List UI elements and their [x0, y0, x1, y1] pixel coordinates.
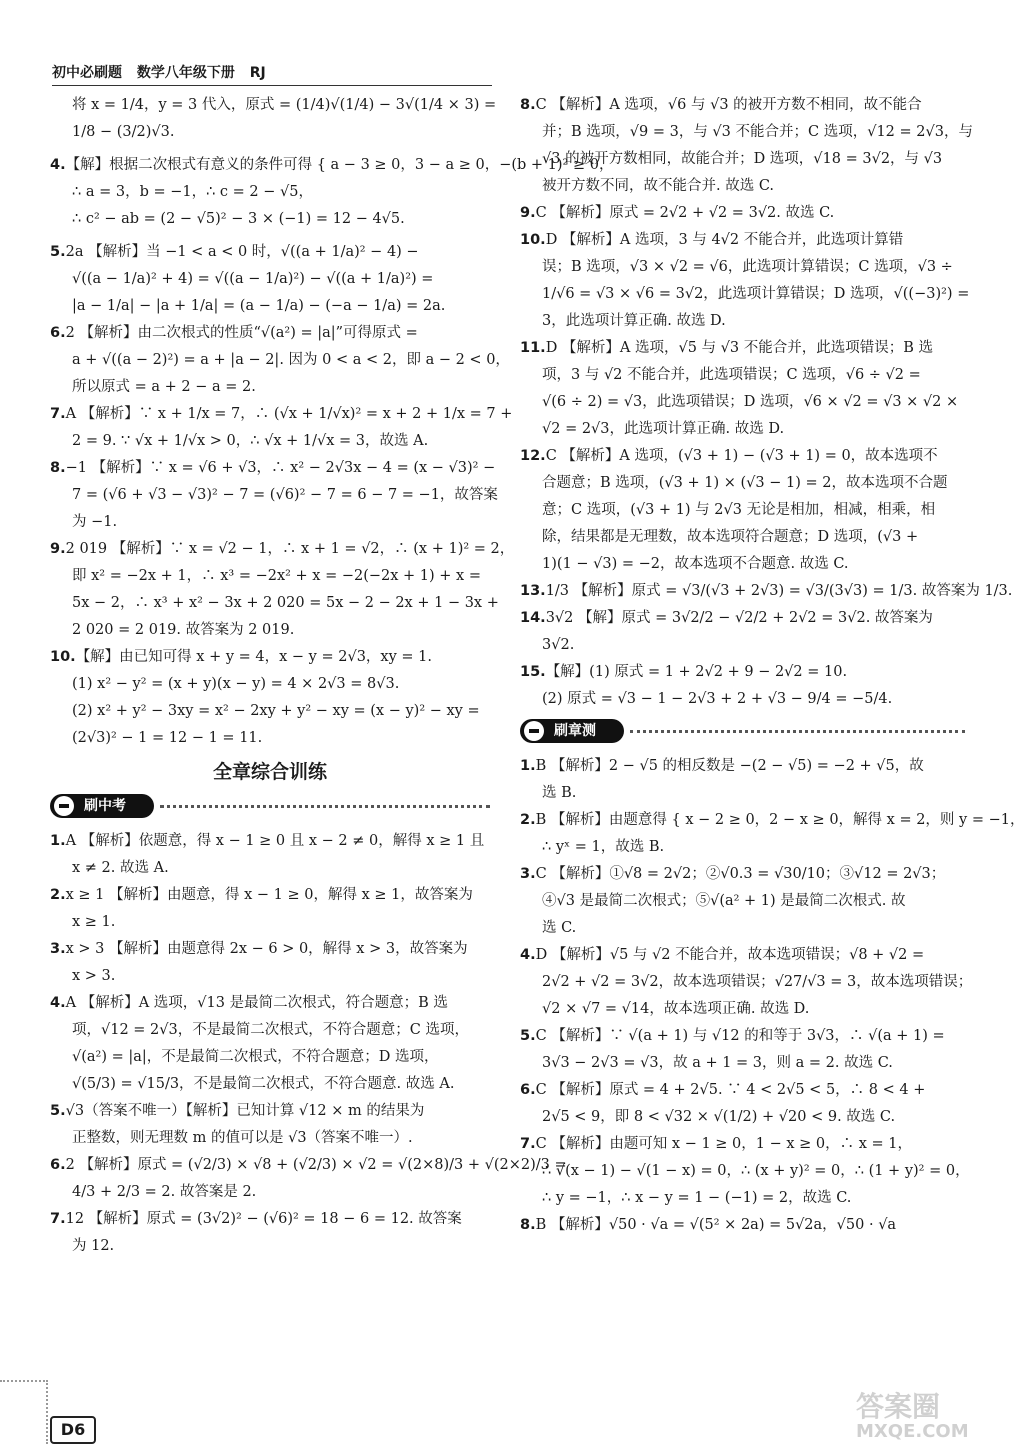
answer-line	[50, 1152, 567, 1179]
line-text: 为 12.	[72, 1238, 115, 1254]
line-text: x ≥ 1.	[72, 914, 116, 930]
answer-line	[50, 963, 490, 990]
line-text: 2 = 9. ∵ √x + 1/√x > 0，∴ √x + 1/√x = 3，故选 A.	[72, 433, 429, 449]
answer-line	[520, 92, 965, 119]
answer-line	[50, 1125, 490, 1152]
section-banner	[520, 717, 965, 747]
line-text: 2 【解析】原式 = (√2/3) × √8 + (√2/3) × √2 = √(2×8)/3 + √(2×2)/3 =	[65, 1157, 567, 1173]
line-text: 所以原式 = a + 2 − a = 2.	[72, 379, 256, 395]
answer-line	[520, 443, 965, 470]
answer-line	[520, 1212, 965, 1239]
line-text: √((a − 1/a)² + 4) = √((a − 1/a)²) − √((a + 1/a)²) =	[72, 271, 434, 287]
line-text: 【解】由已知可得 x + y = 4，x − y = 2√3，xy = 1.	[75, 649, 432, 665]
line-text: 将 x = 1/4，y = 3 代入，原式 = (1/4)√(1/4) − 3√(1/4 × 3) =	[72, 97, 497, 113]
question-number: 8.	[50, 460, 66, 476]
section-title: 全章综合训练	[212, 761, 327, 783]
answer-line	[520, 416, 965, 443]
answer-line	[50, 563, 490, 590]
line-text: √2 × √7 = √14，故本选项正确. 故选 D.	[542, 1001, 810, 1017]
answer-line	[520, 969, 973, 996]
question-number: 15.	[520, 664, 546, 680]
answer-line	[520, 1185, 965, 1212]
answer-line	[520, 1050, 965, 1077]
line-text: 正整数，则无理数 m 的值可以是 √3（答案不唯一）.	[72, 1130, 413, 1146]
line-text: 项，3 与 √2 不能合并，此选项错误；C 选项，√6 ÷ √2 =	[542, 367, 921, 383]
answer-line	[50, 1206, 490, 1233]
edition-code: RJ	[249, 65, 266, 81]
answer-line	[50, 698, 490, 725]
banner-dotted-rule	[160, 805, 490, 808]
line-text: A 【解析】∵ x + 1/x = 7，∴ (√x + 1/√x)² = x + 2 + 1/x = 7 +	[65, 406, 513, 422]
answer-line	[50, 990, 490, 1017]
line-text: ∴ yˣ = 1，故选 B.	[542, 839, 665, 855]
answer-line	[50, 401, 513, 428]
question-number: 12.	[520, 448, 546, 464]
question-number: 8.	[520, 1217, 536, 1233]
answer-line	[520, 632, 965, 659]
question-number: 10.	[50, 649, 76, 665]
question-number: 3.	[520, 866, 536, 882]
line-text: 3√2 【解】原式 = 3√2/2 − √2/2 + 2√2 = 3√2. 故答案为	[545, 610, 933, 626]
line-text: x > 3 【解析】由题意得 2x − 6 > 0，解得 x > 3，故答案为	[65, 941, 468, 957]
line-text: ∴ y = −1，∴ x − y = 1 − (−1) = 2，故选 C.	[542, 1190, 852, 1206]
answer-line	[520, 753, 965, 780]
question-number: 4.	[50, 157, 66, 173]
answer-line	[520, 335, 965, 362]
line-text: 意；C 选项，(√3 + 1) 与 2√3 无论是相加，相减，相乘，相	[542, 502, 936, 518]
line-text: 选 B.	[542, 785, 577, 801]
line-text: ④√3 是最简二次根式；⑤√(a² + 1) 是最简二次根式. 故	[542, 893, 906, 909]
line-text: (2) 原式 = √3 − 1 − 2√3 + 2 + √3 − 9/4 = −5/4.	[542, 691, 893, 707]
question-number: 1.	[50, 833, 66, 849]
answer-line	[50, 1017, 490, 1044]
line-text: 2 【解析】由二次根式的性质“√(a²) = |a|”可得原式 =	[65, 325, 418, 341]
brush-icon	[54, 796, 74, 816]
answer-line	[520, 227, 965, 254]
answer-line	[520, 780, 965, 807]
line-text: 【解】根据二次根式有意义的条件可得 { a − 3 ≥ 0，3 − a ≥ 0，−(b + 1)² ≥ 0，	[65, 157, 614, 173]
line-text: √2 = 2√3，此选项计算正确. 故选 D.	[542, 421, 785, 437]
line-text: √(a²) = |a|，不是最简二次根式，不符合题意；D 选项，	[72, 1049, 439, 1065]
answer-line	[50, 179, 490, 206]
answer-line	[520, 1077, 965, 1104]
line-text: a + √((a − 2)²) = a + |a − 2|. 因为 0 < a < 2，即 a − 2 < 0，	[72, 352, 510, 368]
line-text: 被开方数不同，故不能合并. 故选 C.	[542, 178, 775, 194]
answer-line	[520, 996, 965, 1023]
question-number: 2.	[520, 812, 536, 828]
answer-line	[50, 1098, 490, 1125]
line-text: ∴ a = 3，b = −1，∴ c = 2 − √5，	[72, 184, 313, 200]
line-text: C 【解析】由题可知 x − 1 ≥ 0，1 − x ≥ 0，∴ x = 1，	[535, 1136, 913, 1152]
answer-line	[520, 1023, 965, 1050]
answer-line	[520, 1131, 965, 1158]
answer-line	[520, 942, 965, 969]
line-text: √3 的被开方数相同，故能合并；D 选项，√18 = 3√2，与 √3	[542, 151, 943, 167]
line-text: ∴ c² − ab = (2 − √5)² − 3 × (−1) = 12 − 4√5.	[72, 211, 405, 227]
line-text: C 【解析】原式 = 4 + 2√5. ∵ 4 < 2√5 < 5，∴ 8 < 4 +	[535, 1082, 926, 1098]
answer-line	[520, 807, 1024, 834]
line-text: (2) x² + y² − 3xy = x² − 2xy + y² − xy = (x − y)² − xy =	[72, 703, 480, 719]
watermark-text-2: MXQE.COM	[856, 1421, 969, 1442]
line-text: 项，√12 = 2√3，不是最简二次根式，不符合题意；C 选项，	[72, 1022, 469, 1038]
question-number: 6.	[50, 1157, 66, 1173]
question-number: 13.	[520, 583, 546, 599]
answer-line	[50, 509, 490, 536]
line-text: D 【解析】√5 与 √2 不能合并，故本选项错误；√8 + √2 =	[535, 947, 925, 963]
answer-line	[50, 590, 499, 617]
line-text: 2√5 < 9，即 8 < √32 × √(1/2) + √20 < 9. 故选 C.	[542, 1109, 896, 1125]
line-text: 2 019 【解析】∵ x = √2 − 1，∴ x + 1 = √2，∴ (x + 1)² = 2，	[65, 541, 515, 557]
answer-line	[520, 888, 965, 915]
watermark-logo	[856, 1392, 996, 1446]
answer-line	[50, 239, 490, 266]
line-text: 即 x² = −2x + 1，∴ x³ = −2x² + x = −2(−2x + 1) + x =	[72, 568, 481, 584]
answer-line	[50, 936, 490, 963]
answer-line	[520, 146, 965, 173]
question-number: 5.	[50, 1103, 66, 1119]
line-text: 合题意；B 选项，(√3 + 1) × (√3 − 1) = 2，故本选项不合题	[542, 475, 948, 491]
answer-line	[520, 362, 965, 389]
line-text: C 【解析】A 选项，(√3 + 1) − (√3 + 1) = 0，故本选项不	[545, 448, 938, 464]
line-text: x ≠ 2. 故选 A.	[72, 860, 169, 876]
header-rule	[52, 85, 492, 86]
series-name: 初中必刷题	[52, 65, 122, 81]
line-text: 误；B 选项，√3 × √2 = √6，此选项计算错误；C 选项，√3 ÷	[542, 259, 953, 275]
line-text: 1/3 【解析】原式 = √3/(√3 + 2√3) = √3/(3√3) = 1/3. 故答案为 1/3.	[545, 583, 1013, 599]
line-text: B 【解析】2 − √5 的相反数是 −(2 − √5) = −2 + √5，故	[535, 758, 924, 774]
answer-line	[50, 855, 490, 882]
subject-name: 数学八年级下册	[136, 65, 235, 81]
line-text: B 【解析】√50 · √a = √(5² × 2a) = 5√2a，√50 · √a	[535, 1217, 897, 1233]
line-text: 除，结果都是无理数，故本选项符合题意；D 选项，(√3 +	[542, 529, 919, 545]
line-text: 2a 【解析】当 −1 < a < 0 时，√((a + 1/a)² − 4) −	[65, 244, 419, 260]
line-text: B 【解析】由题意得 { x − 2 ≥ 0，2 − x ≥ 0，解得 x = 2，则 y = −1，	[535, 812, 1024, 828]
line-text: 2√2 + √2 = 3√2，故本选项错误；√27/√3 = 3，故本选项错误；	[542, 974, 973, 990]
answer-line	[520, 686, 965, 713]
line-text: 1/8 − (3/2)√3.	[72, 124, 175, 140]
answer-line	[50, 347, 510, 374]
answer-line	[50, 374, 490, 401]
answer-line	[520, 605, 965, 632]
answer-line	[50, 206, 490, 233]
answer-line	[50, 828, 490, 855]
line-text: A 【解析】依题意，得 x − 1 ≥ 0 且 x − 2 ≠ 0，解得 x ≥ 1 且	[65, 833, 485, 849]
question-number: 9.	[520, 205, 536, 221]
banner-dotted-rule	[630, 730, 965, 733]
answer-line	[50, 455, 496, 482]
line-text: (2√3)² − 1 = 12 − 1 = 11.	[72, 730, 263, 746]
answer-line	[520, 200, 965, 227]
question-number: 1.	[520, 758, 536, 774]
line-text: C 【解析】原式 = 2√2 + √2 = 3√2. 故选 C.	[535, 205, 835, 221]
answer-line	[520, 1158, 970, 1185]
line-text: x ≥ 1 【解析】由题意，得 x − 1 ≥ 0，解得 x ≥ 1，故答案为	[65, 887, 473, 903]
banner-badge	[50, 794, 154, 818]
question-number: 14.	[520, 610, 546, 626]
answer-line	[520, 119, 973, 146]
line-text: 1)(1 − √3) = −2，故本选项不合题意. 故选 C.	[542, 556, 849, 572]
line-text: 4/3 + 2/3 = 2. 故答案是 2.	[72, 1184, 257, 1200]
line-text: x > 3.	[72, 968, 116, 984]
answer-line	[50, 266, 490, 293]
banner-label: 刷章测	[554, 723, 596, 739]
line-text: 7 = (√6 + √3 − √3)² − 7 = (√6)² − 7 = 6 − 7 = −1，故答案	[72, 487, 498, 503]
answer-line	[520, 524, 965, 551]
question-number: 6.	[520, 1082, 536, 1098]
answer-line	[520, 915, 965, 942]
answer-line	[50, 428, 490, 455]
answer-line	[520, 254, 965, 281]
line-text: D 【解析】A 选项，√5 与 √3 不能合并，此选项错误；B 选	[545, 340, 934, 356]
question-number: 7.	[520, 1136, 536, 1152]
line-text: 并；B 选项，√9 = 3，与 √3 不能合并；C 选项，√12 = 2√3，与	[542, 124, 973, 140]
answer-line	[50, 320, 490, 347]
answer-line	[50, 1179, 490, 1206]
answer-line	[520, 470, 965, 497]
question-number: 7.	[50, 406, 66, 422]
page-header	[52, 62, 492, 86]
answer-line	[520, 834, 965, 861]
answer-line	[50, 536, 515, 563]
answer-line	[50, 617, 490, 644]
answer-line	[50, 882, 490, 909]
line-text: |a − 1/a| − |a + 1/a| = (a − 1/a) − (−a − 1/a) = 2a.	[72, 298, 446, 314]
line-text: −1 【解析】∵ x = √6 + √3，∴ x² − 2√3x − 4 = (x − √3)² −	[65, 460, 496, 476]
answer-line	[520, 281, 970, 308]
answer-line	[520, 861, 965, 888]
brush-icon	[524, 721, 544, 741]
line-text: C 【解析】A 选项，√6 与 √3 的被开方数不相同，故不能合	[535, 97, 922, 113]
line-text: 12 【解析】原式 = (3√2)² − (√6)² = 18 − 6 = 12. 故答案	[65, 1211, 462, 1227]
question-number: 5.	[520, 1028, 536, 1044]
line-text: (1) x² − y² = (x + y)(x − y) = 4 × 2√3 = 8√3.	[72, 676, 400, 692]
line-text: 2 020 = 2 019. 故答案为 2 019.	[72, 622, 295, 638]
question-number: 4.	[50, 995, 66, 1011]
answer-line	[520, 173, 965, 200]
line-text: D 【解析】A 选项，3 与 4√2 不能合并，此选项计算错	[545, 232, 904, 248]
answer-line	[520, 578, 1013, 605]
line-text: 3，此选项计算正确. 故选 D.	[542, 313, 726, 329]
right-column	[520, 92, 1024, 1239]
answer-line	[50, 1233, 490, 1260]
answer-line	[520, 551, 965, 578]
line-text: C 【解析】①√8 = 2√2；②√0.3 = √30/10；③√12 = 2√3；	[535, 866, 946, 882]
question-number: 6.	[50, 325, 66, 341]
page-number: D6	[50, 1416, 96, 1444]
answer-line	[520, 497, 965, 524]
question-number: 11.	[520, 340, 546, 356]
answer-line	[50, 293, 490, 320]
answer-line	[520, 1104, 965, 1131]
answer-line	[520, 389, 965, 416]
answer-line	[520, 659, 965, 686]
question-number: 2.	[50, 887, 66, 903]
line-text: √3（答案不唯一）【解析】已知计算 √12 × m 的结果为	[65, 1103, 425, 1119]
watermark-text-1: 答案圈	[856, 1390, 941, 1423]
line-text: 1/√6 = √3 × √6 = 3√2，此选项计算错误；D 选项，√((−3)²) =	[542, 286, 970, 302]
corner-mark	[0, 1380, 48, 1444]
answer-line	[50, 92, 497, 119]
answer-line	[50, 119, 490, 146]
line-text: 为 −1.	[72, 514, 118, 530]
banner-badge	[520, 719, 624, 743]
answer-line	[50, 482, 498, 509]
line-text: 选 C.	[542, 920, 577, 936]
line-text: C 【解析】∵ √(a + 1) 与 √12 的和等于 3√3，∴ √(a + 1) =	[535, 1028, 945, 1044]
answer-line	[50, 152, 614, 179]
line-text: √(6 ÷ 2) = √3，此选项错误；D 选项，√6 × √2 = √3 × √2 ×	[542, 394, 959, 410]
line-text: √(5/3) = √15/3，不是最简二次根式，不符合题意. 故选 A.	[72, 1076, 455, 1092]
answer-line	[50, 644, 490, 671]
line-text: 3√3 − 2√3 = √3，故 a + 1 = 3，则 a = 2. 故选 C.	[542, 1055, 893, 1071]
banner-label: 刷中考	[84, 798, 126, 814]
question-number: 9.	[50, 541, 66, 557]
line-text: 5x − 2，∴ x³ + x² − 3x + 2 020 = 5x − 2 − 2x + 1 − 3x +	[72, 595, 499, 611]
question-number: 3.	[50, 941, 66, 957]
answer-line	[50, 1044, 490, 1071]
question-number: 10.	[520, 232, 546, 248]
answer-line	[50, 909, 490, 936]
answer-line	[520, 308, 965, 335]
answer-line	[50, 1071, 490, 1098]
line-text: 3√2.	[542, 637, 575, 653]
question-number: 4.	[520, 947, 536, 963]
question-number: 7.	[50, 1211, 66, 1227]
question-number: 5.	[50, 244, 66, 260]
question-number: 8.	[520, 97, 536, 113]
line-text: A 【解析】A 选项，√13 是最简二次根式，符合题意；B 选	[65, 995, 448, 1011]
answer-line	[50, 725, 490, 752]
line-text: 【解】(1) 原式 = 1 + 2√2 + 9 − 2√2 = 10.	[545, 664, 848, 680]
line-text: ∴ √(x − 1) − √(1 − x) = 0，∴ (x + y)² = 0，∴ (1 + y)² = 0，	[542, 1163, 970, 1179]
answer-line	[50, 671, 490, 698]
section-banner	[50, 792, 490, 822]
